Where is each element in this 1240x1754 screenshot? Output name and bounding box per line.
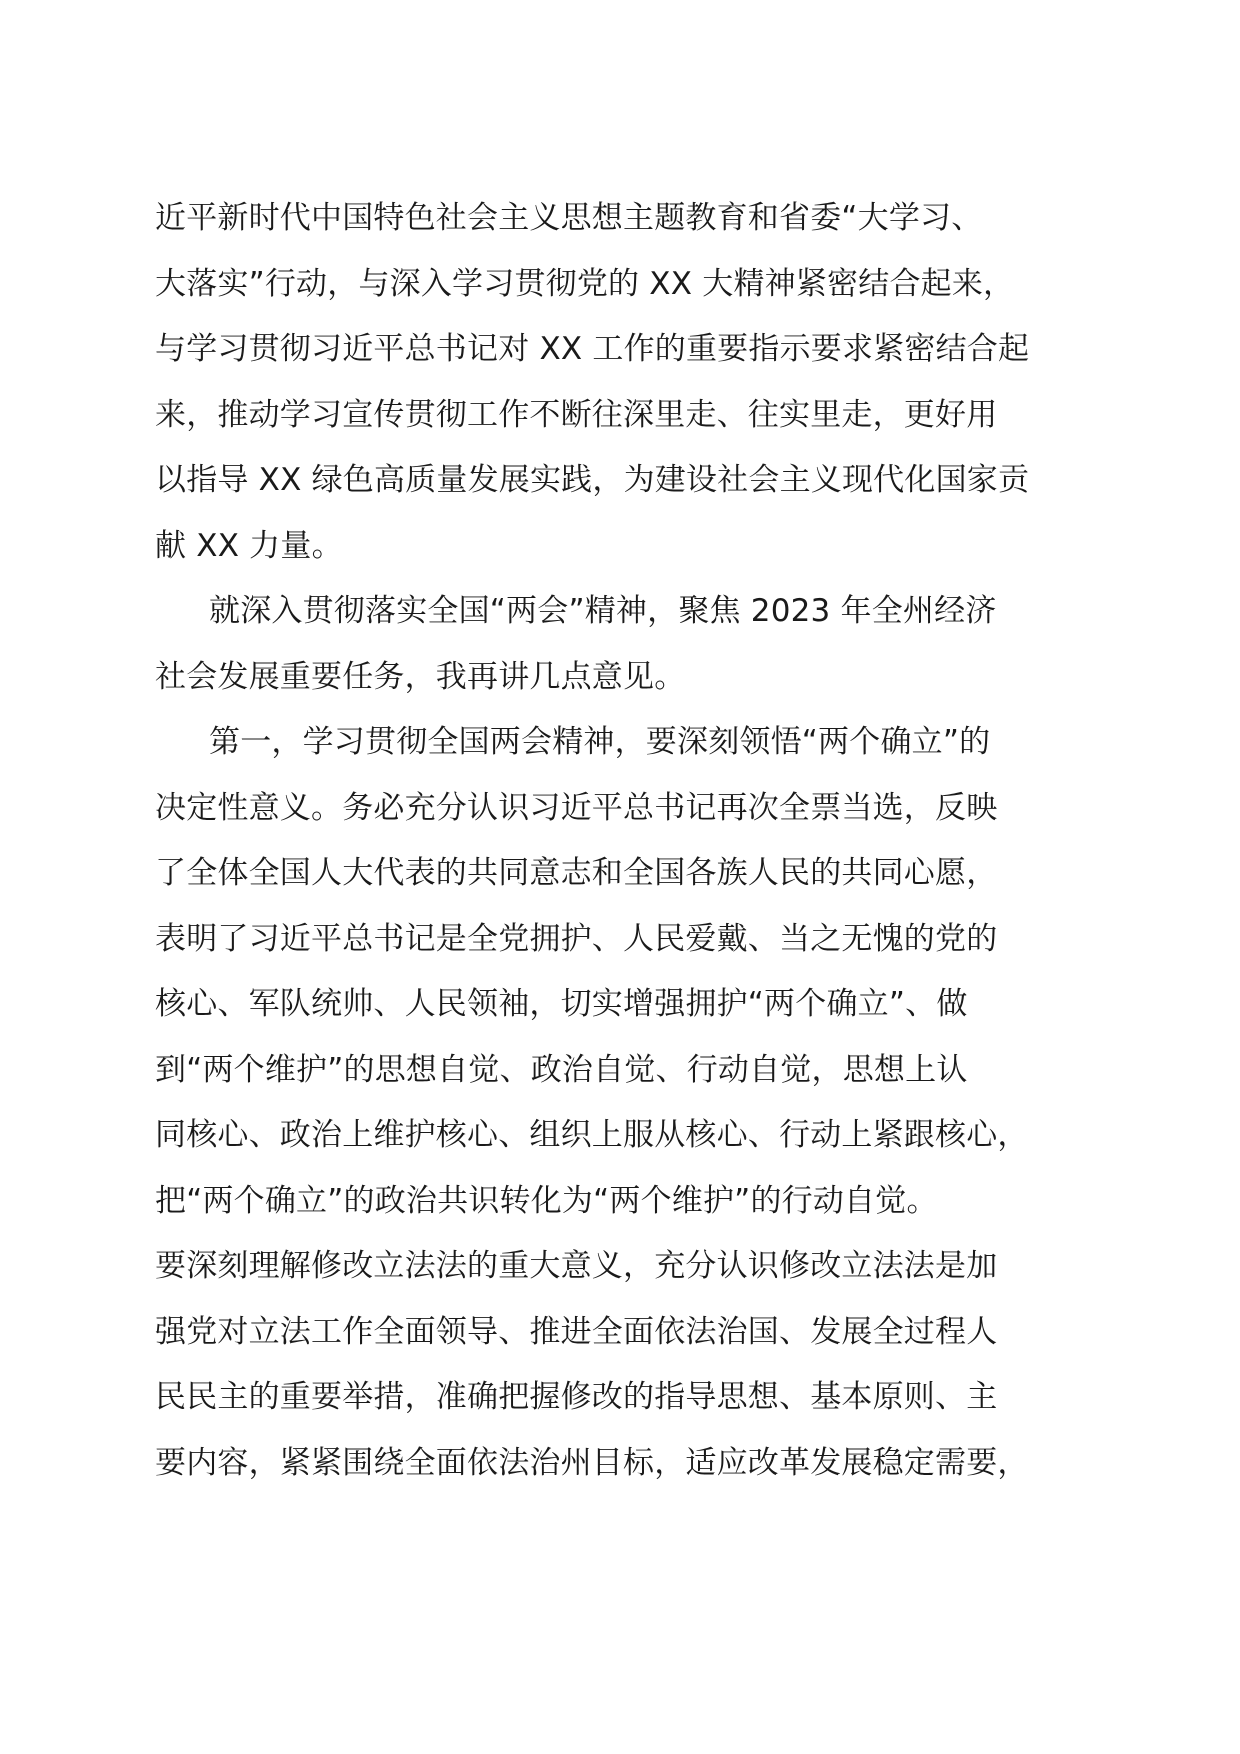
paragraph-3-line-5: 核心、军队统帅、人民领袖，切实增强拥护“两个确立”、做: [155, 986, 968, 1022]
paragraph-3-line-2: 决定性意义。务必充分认识习近平总书记再次全票当选，反映: [155, 789, 998, 826]
paragraph-3-line-11: 民民主的重要举措，准确把握修改的指导思想、基本原则、主: [155, 1379, 998, 1415]
text-line-5: 以指导 XX 绿色高质量发展实践，为建设社会主义现代化国家贡: [155, 462, 1030, 498]
paragraph-2-line-1: 就深入贯彻落实全国“两会”精神，聚焦 2023 年全州经济: [209, 593, 997, 629]
paragraph-3-line-10: 强党对立法工作全面领导、推进全面依法治国、发展全过程人: [155, 1313, 998, 1350]
text-line-3: 与学习贯彻习近平总书记对 XX 工作的重要指示要求紧密结合起: [155, 331, 1030, 367]
paragraph-3-line-4: 表明了习近平总书记是全党拥护、人民爱戴、当之无愧的党的: [155, 920, 998, 957]
text-line-1: 近平新时代中国特色社会主义思想主题教育和省委“大学习、: [155, 200, 983, 236]
document-body: [155, 186, 1090, 1496]
text-line-2: 大落实”行动，与深入学习贯彻党的 XX 大精神紧密结合起来，: [155, 265, 1015, 302]
paragraph-3-line-12: 要内容，紧紧围绕全面依法治州目标，适应改革发展稳定需要，: [155, 1444, 1029, 1481]
paragraph-3-line-7: 同核心、政治上维护核心、组织上服从核心、行动上紧跟核心，: [155, 1117, 1029, 1153]
text-line-4: 来，推动学习宣传贯彻工作不断往深里走、往实里走，更好用: [155, 396, 998, 433]
paragraph-3-line-8: 把“两个确立”的政治共识转化为“两个维护”的行动自觉。: [155, 1182, 938, 1219]
paragraph-3-line-9: 要深刻理解修改立法法的重大意义，充分认识修改立法法是加: [155, 1248, 998, 1284]
text-line-6: 献 XX 力量。: [155, 527, 343, 564]
paragraph-3-line-1: 第一，学习贯彻全国两会精神，要深刻领悟“两个确立”的: [209, 724, 991, 760]
paragraph-3-line-6: 到“两个维护”的思想自觉、政治自觉、行动自觉，思想上认: [155, 1051, 968, 1088]
paragraph-3-line-3: 了全体全国人大代表的共同意志和全国各族人民的共同心愿，: [155, 855, 998, 891]
paragraph-2-line-2: 社会发展重要任务，我再讲几点意见。: [155, 658, 686, 695]
